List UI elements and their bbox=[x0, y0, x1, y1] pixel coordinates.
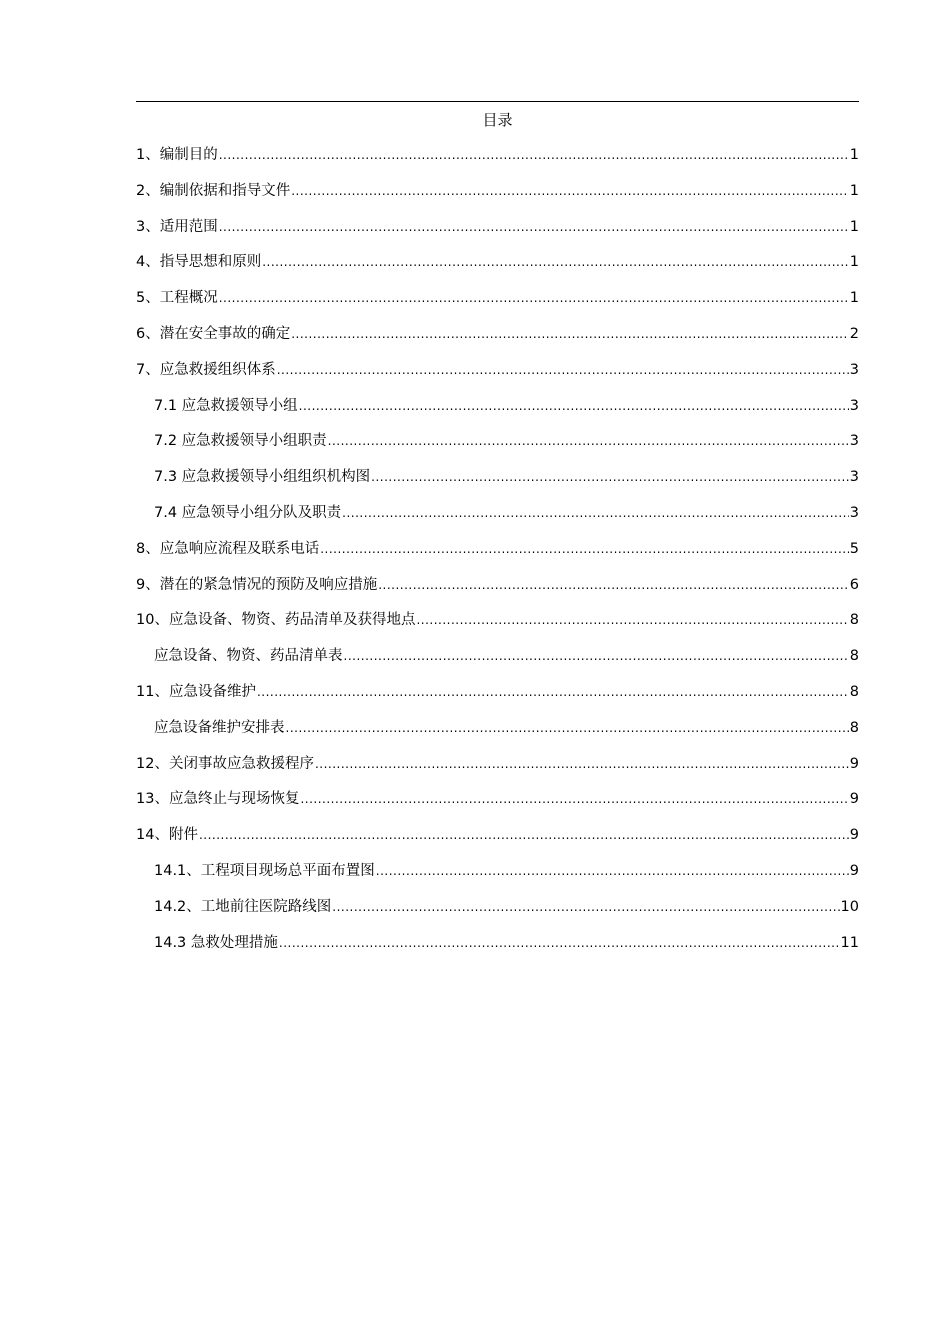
dot-leader bbox=[299, 394, 849, 418]
dot-leader bbox=[219, 286, 849, 310]
toc-entry[interactable] bbox=[136, 250, 859, 286]
toc-entry-title: 14.3 急救处理措施 bbox=[154, 934, 278, 951]
dot-leader bbox=[332, 895, 839, 919]
toc-entry-title: 2、编制依据和指导文件 bbox=[136, 182, 291, 199]
dot-leader bbox=[219, 215, 849, 239]
toc-entry-page-number: 9 bbox=[849, 791, 859, 808]
dot-leader bbox=[344, 644, 849, 668]
toc-entry-page-number: 1 bbox=[849, 182, 859, 199]
toc-entry-page-number: 2 bbox=[849, 325, 859, 342]
toc-entry-page-number: 8 bbox=[849, 648, 859, 665]
toc-entry[interactable] bbox=[136, 931, 859, 967]
toc-entry-title: 13、应急终止与现场恢复 bbox=[136, 791, 300, 808]
toc-entry[interactable] bbox=[136, 429, 859, 465]
toc-entry[interactable] bbox=[136, 716, 859, 752]
toc-entry[interactable] bbox=[136, 286, 859, 322]
dot-leader bbox=[416, 608, 848, 632]
toc-entry[interactable] bbox=[136, 179, 859, 215]
toc-entry-page-number: 1 bbox=[849, 147, 859, 163]
toc-entry-title: 4、指导思想和原则 bbox=[136, 254, 262, 271]
toc-entry[interactable] bbox=[136, 215, 859, 251]
toc-entry[interactable] bbox=[136, 787, 859, 823]
toc-entry[interactable] bbox=[136, 537, 859, 573]
toc-entry-page-number: 5 bbox=[849, 540, 859, 557]
toc-entry-page-number: 1 bbox=[849, 218, 859, 235]
toc-entry[interactable] bbox=[136, 358, 859, 394]
dot-leader bbox=[300, 787, 848, 811]
toc-entry[interactable] bbox=[136, 680, 859, 716]
toc-entry[interactable] bbox=[136, 895, 859, 931]
toc-entry-page-number: 10 bbox=[840, 898, 859, 915]
dot-leader bbox=[328, 429, 849, 453]
toc-entry-title: 8、应急响应流程及联系电话 bbox=[136, 540, 320, 557]
toc-entry-page-number: 9 bbox=[849, 862, 859, 879]
toc-entry-title: 7.3 应急救援领导小组组织机构图 bbox=[154, 469, 371, 486]
dot-leader bbox=[199, 823, 849, 847]
toc-entry-page-number: 1 bbox=[849, 290, 859, 307]
toc-entry-page-number: 1 bbox=[849, 254, 859, 271]
toc-entry-page-number: 9 bbox=[849, 755, 859, 772]
toc-entry-page-number: 8 bbox=[849, 612, 859, 629]
toc-entry-page-number: 6 bbox=[849, 576, 859, 593]
header-rule bbox=[136, 101, 859, 102]
toc-entry-page-number: 8 bbox=[849, 719, 859, 736]
toc-entry[interactable] bbox=[136, 644, 859, 680]
dot-leader bbox=[257, 680, 849, 704]
dot-leader bbox=[378, 573, 849, 597]
toc-entry-title: 应急设备、物资、药品清单表 bbox=[154, 648, 343, 665]
toc-entry-title: 9、潜在的紧急情况的预防及响应措施 bbox=[136, 576, 378, 593]
toc-entry-title: 14.1、工程项目现场总平面布置图 bbox=[154, 862, 375, 879]
toc-entry[interactable] bbox=[136, 573, 859, 609]
toc-entry-page-number: 9 bbox=[849, 827, 859, 844]
toc-entry-title: 7.4 应急领导小组分队及职责 bbox=[154, 504, 342, 521]
dot-leader bbox=[277, 358, 849, 382]
toc-entry-page-number: 3 bbox=[849, 504, 859, 521]
dot-leader bbox=[219, 143, 849, 167]
toc-entry[interactable] bbox=[136, 143, 859, 179]
dot-leader bbox=[279, 931, 840, 955]
toc-entry-title: 1、编制目的 bbox=[136, 147, 218, 163]
toc-entry-title: 5、工程概况 bbox=[136, 290, 218, 307]
dot-leader bbox=[262, 250, 849, 274]
toc-entry-title: 7.1 应急救援领导小组 bbox=[154, 397, 298, 414]
toc-entry-title: 10、应急设备、物资、药品清单及获得地点 bbox=[136, 612, 416, 629]
dot-leader bbox=[371, 465, 849, 489]
toc-entry-title: 14.2、工地前往医院路线图 bbox=[154, 898, 332, 915]
toc-entry-page-number: 3 bbox=[849, 433, 859, 450]
toc-title: 目录 bbox=[482, 111, 513, 129]
toc-entry[interactable] bbox=[136, 608, 859, 644]
toc-entry-title: 14、附件 bbox=[136, 827, 198, 844]
table-of-contents bbox=[136, 143, 859, 966]
toc-entry-page-number: 3 bbox=[849, 397, 859, 414]
toc-entry-page-number: 11 bbox=[840, 934, 859, 951]
toc-entry-title: 12、关闭事故应急救援程序 bbox=[136, 755, 314, 772]
toc-entry-title: 11、应急设备维护 bbox=[136, 683, 256, 700]
dot-leader bbox=[291, 179, 849, 203]
toc-entry[interactable] bbox=[136, 394, 859, 430]
dot-leader bbox=[286, 716, 849, 740]
toc-entry[interactable] bbox=[136, 501, 859, 537]
dot-leader bbox=[342, 501, 849, 525]
toc-entry[interactable] bbox=[136, 752, 859, 788]
dot-leader bbox=[376, 859, 849, 883]
dot-leader bbox=[315, 752, 849, 776]
toc-entry[interactable] bbox=[136, 465, 859, 501]
toc-entry[interactable] bbox=[136, 859, 859, 895]
toc-entry-title: 3、适用范围 bbox=[136, 218, 218, 235]
toc-entry-page-number: 3 bbox=[849, 361, 859, 378]
toc-entry-title: 7、应急救援组织体系 bbox=[136, 361, 276, 378]
toc-entry-title: 7.2 应急救援领导小组职责 bbox=[154, 433, 327, 450]
dot-leader bbox=[320, 537, 849, 561]
toc-entry-title: 应急设备维护安排表 bbox=[154, 719, 285, 736]
toc-entry-title: 6、潜在安全事故的确定 bbox=[136, 325, 291, 342]
toc-entry[interactable] bbox=[136, 823, 859, 859]
dot-leader bbox=[291, 322, 849, 346]
toc-entry-page-number: 8 bbox=[849, 683, 859, 700]
toc-entry-page-number: 3 bbox=[849, 469, 859, 486]
toc-entry[interactable] bbox=[136, 322, 859, 358]
